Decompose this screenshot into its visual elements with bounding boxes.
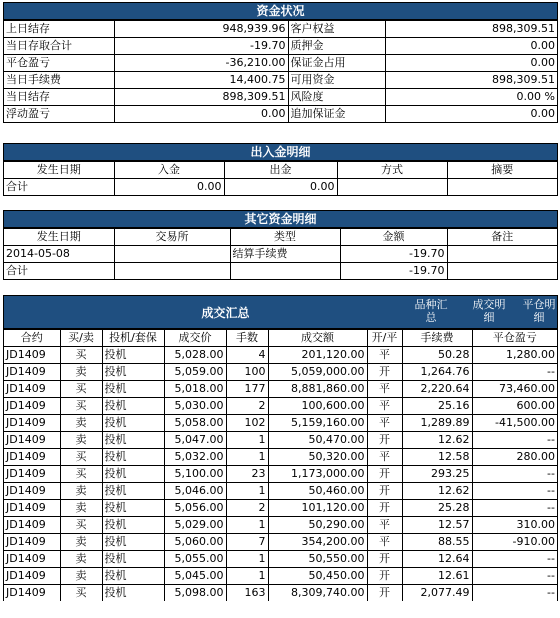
table-cell: 买 xyxy=(60,381,102,398)
table-cell: 买 xyxy=(60,347,102,364)
fund-row xyxy=(4,38,557,55)
table-cell: 开 xyxy=(367,466,402,483)
fund-label: 平仓盈亏 xyxy=(4,55,114,72)
trade-summary-table xyxy=(4,329,557,601)
fund-value: 0.00 xyxy=(114,106,288,123)
table-cell xyxy=(114,263,230,280)
fund-status-title: 资金状况 xyxy=(4,3,557,20)
table-cell: 25.16 xyxy=(402,398,472,415)
column-header: 金额 xyxy=(340,229,447,246)
table-cell: 开 xyxy=(367,585,402,602)
table-row xyxy=(4,263,557,280)
table-cell: 7 xyxy=(226,534,268,551)
table-cell: 12.61 xyxy=(402,568,472,585)
table-cell: 0.00 xyxy=(224,179,337,196)
table-cell: 1 xyxy=(226,568,268,585)
column-header: 平仓盈亏 xyxy=(472,330,557,347)
fund-value: 898,309.51 xyxy=(114,89,288,106)
table-cell: -- xyxy=(472,568,557,585)
table-cell: JD1409 xyxy=(4,500,60,517)
table-row xyxy=(4,483,557,500)
table-cell: 平 xyxy=(367,381,402,398)
table-row xyxy=(4,500,557,517)
column-header: 发生日期 xyxy=(4,229,114,246)
table-cell: 投机 xyxy=(102,585,164,602)
table-cell: 1,264.76 xyxy=(402,364,472,381)
table-cell: -- xyxy=(472,432,557,449)
table-cell: JD1409 xyxy=(4,398,60,415)
fund-label: 风险度 xyxy=(288,89,385,106)
table-row xyxy=(4,534,557,551)
table-cell: 4 xyxy=(226,347,268,364)
table-cell: 卖 xyxy=(60,483,102,500)
column-header: 投机/套保 xyxy=(102,330,164,347)
table-cell xyxy=(447,179,557,196)
fund-row xyxy=(4,89,557,106)
table-cell: 1 xyxy=(226,432,268,449)
inout-section xyxy=(3,143,558,196)
table-cell: 50,550.00 xyxy=(268,551,367,568)
table-cell: 5,047.00 xyxy=(164,432,226,449)
table-cell: 5,100.00 xyxy=(164,466,226,483)
table-cell: 5,030.00 xyxy=(164,398,226,415)
fund-value: 0.00 xyxy=(385,55,557,72)
table-cell: 投机 xyxy=(102,517,164,534)
table-cell: JD1409 xyxy=(4,364,60,381)
table-cell: 平 xyxy=(367,517,402,534)
table-cell: 买 xyxy=(60,449,102,466)
table-cell: 12.57 xyxy=(402,517,472,534)
table-cell: 5,055.00 xyxy=(164,551,226,568)
table-cell: 1 xyxy=(226,517,268,534)
table-row xyxy=(4,415,557,432)
product-summary-link[interactable]: 品种汇总 xyxy=(414,298,448,324)
table-cell: 投机 xyxy=(102,398,164,415)
table-cell: 5,159,160.00 xyxy=(268,415,367,432)
table-cell: 354,200.00 xyxy=(268,534,367,551)
inout-title: 出入金明细 xyxy=(4,144,557,161)
table-cell: 2,220.64 xyxy=(402,381,472,398)
table-cell: 2014-05-08 xyxy=(4,246,114,263)
column-header: 买/卖 xyxy=(60,330,102,347)
table-cell: 投机 xyxy=(102,500,164,517)
table-cell: -19.70 xyxy=(340,263,447,280)
table-cell: 投机 xyxy=(102,466,164,483)
table-cell: 50,320.00 xyxy=(268,449,367,466)
column-header: 类型 xyxy=(230,229,340,246)
table-cell: 卖 xyxy=(60,568,102,585)
table-cell: 102 xyxy=(226,415,268,432)
table-cell: 88.55 xyxy=(402,534,472,551)
table-cell: 卖 xyxy=(60,551,102,568)
column-header: 成交额 xyxy=(268,330,367,347)
table-row xyxy=(4,246,557,263)
table-cell: -910.00 xyxy=(472,534,557,551)
fund-label: 可用资金 xyxy=(288,72,385,89)
column-header: 手续费 xyxy=(402,330,472,347)
table-cell: 163 xyxy=(226,585,268,602)
table-cell: 5,059,000.00 xyxy=(268,364,367,381)
fund-label: 当日结存 xyxy=(4,89,114,106)
table-cell: 5,060.00 xyxy=(164,534,226,551)
fund-value: 948,939.96 xyxy=(114,21,288,38)
fund-label: 当日手续费 xyxy=(4,72,114,89)
column-header: 摘要 xyxy=(447,162,557,179)
table-cell: 开 xyxy=(367,432,402,449)
table-cell: 5,056.00 xyxy=(164,500,226,517)
table-cell: -19.70 xyxy=(340,246,447,263)
table-cell: 1,289.89 xyxy=(402,415,472,432)
table-cell: 1,173,000.00 xyxy=(268,466,367,483)
table-cell: 2,077.49 xyxy=(402,585,472,602)
table-cell: 卖 xyxy=(60,534,102,551)
table-row xyxy=(4,585,557,602)
table-cell: 开 xyxy=(367,568,402,585)
table-cell: 买 xyxy=(60,398,102,415)
column-header: 手数 xyxy=(226,330,268,347)
table-row xyxy=(4,568,557,585)
table-cell: 100 xyxy=(226,364,268,381)
table-cell: 卖 xyxy=(60,432,102,449)
table-cell: 开 xyxy=(367,364,402,381)
table-cell: 5,058.00 xyxy=(164,415,226,432)
table-row xyxy=(4,551,557,568)
inout-table xyxy=(4,161,557,195)
column-header: 出金 xyxy=(224,162,337,179)
column-header: 发生日期 xyxy=(4,162,114,179)
trade-detail-link[interactable]: 成交明细 xyxy=(472,298,506,324)
table-cell: JD1409 xyxy=(4,347,60,364)
table-cell: 177 xyxy=(226,381,268,398)
fund-label: 保证金占用 xyxy=(288,55,385,72)
fund-row xyxy=(4,72,557,89)
fund-status-section xyxy=(3,2,558,123)
table-cell: 600.00 xyxy=(472,398,557,415)
table-cell xyxy=(337,179,447,196)
table-cell: 卖 xyxy=(60,364,102,381)
table-cell: 投机 xyxy=(102,381,164,398)
table-cell: 投机 xyxy=(102,551,164,568)
fund-value: 14,400.75 xyxy=(114,72,288,89)
fund-row xyxy=(4,21,557,38)
table-cell: 卖 xyxy=(60,500,102,517)
table-cell: 12.58 xyxy=(402,449,472,466)
table-cell: 293.25 xyxy=(402,466,472,483)
table-row xyxy=(4,398,557,415)
table-cell: JD1409 xyxy=(4,517,60,534)
other-funds-title: 其它资金明细 xyxy=(4,211,557,228)
table-cell: 50,460.00 xyxy=(268,483,367,500)
trade-summary-title: 成交汇总 xyxy=(201,306,250,320)
table-cell: 合计 xyxy=(4,179,114,196)
table-row xyxy=(4,466,557,483)
table-cell: 投机 xyxy=(102,364,164,381)
column-header: 交易所 xyxy=(114,229,230,246)
table-cell: 2 xyxy=(226,500,268,517)
fund-label: 追加保证金 xyxy=(288,106,385,123)
table-row xyxy=(4,347,557,364)
table-cell: JD1409 xyxy=(4,568,60,585)
table-cell: -- xyxy=(472,483,557,500)
table-cell xyxy=(230,263,340,280)
table-row xyxy=(4,449,557,466)
table-cell: JD1409 xyxy=(4,466,60,483)
table-cell: 8,881,860.00 xyxy=(268,381,367,398)
table-cell: 12.62 xyxy=(402,432,472,449)
fund-value: -19.70 xyxy=(114,38,288,55)
column-header: 合约 xyxy=(4,330,60,347)
table-cell: 卖 xyxy=(60,415,102,432)
table-cell: 投机 xyxy=(102,483,164,500)
fund-label: 质押金 xyxy=(288,38,385,55)
table-cell: 50,470.00 xyxy=(268,432,367,449)
fund-label: 上日结存 xyxy=(4,21,114,38)
table-cell: -- xyxy=(472,364,557,381)
fund-value: 0.00 % xyxy=(385,89,557,106)
table-cell: 投机 xyxy=(102,415,164,432)
column-header: 成交价 xyxy=(164,330,226,347)
table-cell: 23 xyxy=(226,466,268,483)
table-cell: 开 xyxy=(367,551,402,568)
table-cell: JD1409 xyxy=(4,449,60,466)
table-row xyxy=(4,179,557,196)
table-cell: 73,460.00 xyxy=(472,381,557,398)
table-cell: 合计 xyxy=(4,263,114,280)
table-cell: 5,018.00 xyxy=(164,381,226,398)
table-cell: 平 xyxy=(367,534,402,551)
table-cell: 1 xyxy=(226,551,268,568)
column-header: 入金 xyxy=(114,162,224,179)
table-cell: -41,500.00 xyxy=(472,415,557,432)
fund-label: 客户权益 xyxy=(288,21,385,38)
table-cell: 开 xyxy=(367,483,402,500)
table-cell: 平 xyxy=(367,347,402,364)
table-cell: JD1409 xyxy=(4,534,60,551)
fund-row xyxy=(4,55,557,72)
fund-value: 0.00 xyxy=(385,106,557,123)
table-cell: 50,450.00 xyxy=(268,568,367,585)
other-funds-table xyxy=(4,228,557,279)
table-cell: 50.28 xyxy=(402,347,472,364)
fund-label: 当日存取合计 xyxy=(4,38,114,55)
table-cell xyxy=(447,263,557,280)
table-cell: 12.64 xyxy=(402,551,472,568)
table-cell xyxy=(447,246,557,263)
fund-status-table xyxy=(4,20,557,122)
close-detail-link[interactable]: 平仓明细 xyxy=(522,298,556,324)
table-cell: 201,120.00 xyxy=(268,347,367,364)
table-cell: 101,120.00 xyxy=(268,500,367,517)
table-cell: 2 xyxy=(226,398,268,415)
table-cell: -- xyxy=(472,585,557,602)
fund-value: 898,309.51 xyxy=(385,72,557,89)
fund-value: 0.00 xyxy=(385,38,557,55)
table-cell: -- xyxy=(472,551,557,568)
trade-summary-header xyxy=(4,296,557,329)
table-cell: JD1409 xyxy=(4,551,60,568)
table-cell: 100,600.00 xyxy=(268,398,367,415)
table-cell: 12.62 xyxy=(402,483,472,500)
table-cell: 投机 xyxy=(102,534,164,551)
table-cell: 买 xyxy=(60,517,102,534)
table-cell: 平 xyxy=(367,449,402,466)
fund-label: 浮动盈亏 xyxy=(4,106,114,123)
table-cell: 平 xyxy=(367,415,402,432)
table-cell: JD1409 xyxy=(4,415,60,432)
table-cell: 5,059.00 xyxy=(164,364,226,381)
table-cell: 5,046.00 xyxy=(164,483,226,500)
fund-value: 898,309.51 xyxy=(385,21,557,38)
table-cell: 投机 xyxy=(102,449,164,466)
table-cell xyxy=(114,246,230,263)
table-cell: 1 xyxy=(226,449,268,466)
column-header: 方式 xyxy=(337,162,447,179)
table-cell: 280.00 xyxy=(472,449,557,466)
column-header: 备注 xyxy=(447,229,557,246)
table-cell: JD1409 xyxy=(4,432,60,449)
table-cell: 买 xyxy=(60,585,102,602)
fund-value: -36,210.00 xyxy=(114,55,288,72)
trade-summary-section xyxy=(3,295,558,601)
table-cell: 5,032.00 xyxy=(164,449,226,466)
table-cell: 投机 xyxy=(102,432,164,449)
table-cell: 投机 xyxy=(102,347,164,364)
column-header: 开/平 xyxy=(367,330,402,347)
table-cell: 5,028.00 xyxy=(164,347,226,364)
table-cell: JD1409 xyxy=(4,585,60,602)
other-funds-section xyxy=(3,210,558,280)
table-cell: 投机 xyxy=(102,568,164,585)
table-cell: 5,029.00 xyxy=(164,517,226,534)
table-cell: 310.00 xyxy=(472,517,557,534)
table-cell: 开 xyxy=(367,500,402,517)
table-cell: 8,309,740.00 xyxy=(268,585,367,602)
table-cell: 1,280.00 xyxy=(472,347,557,364)
table-cell: JD1409 xyxy=(4,381,60,398)
fund-row xyxy=(4,106,557,123)
table-cell: 5,045.00 xyxy=(164,568,226,585)
table-cell: 平 xyxy=(367,398,402,415)
table-cell: 结算手续费 xyxy=(230,246,340,263)
table-row xyxy=(4,517,557,534)
table-cell: 1 xyxy=(226,483,268,500)
table-cell: -- xyxy=(472,500,557,517)
table-cell: 买 xyxy=(60,466,102,483)
table-row xyxy=(4,381,557,398)
table-cell: -- xyxy=(472,466,557,483)
table-row xyxy=(4,432,557,449)
table-cell: 25.28 xyxy=(402,500,472,517)
table-cell: 5,098.00 xyxy=(164,585,226,602)
table-cell: 50,290.00 xyxy=(268,517,367,534)
table-cell: 0.00 xyxy=(114,179,224,196)
table-row xyxy=(4,364,557,381)
table-cell: JD1409 xyxy=(4,483,60,500)
